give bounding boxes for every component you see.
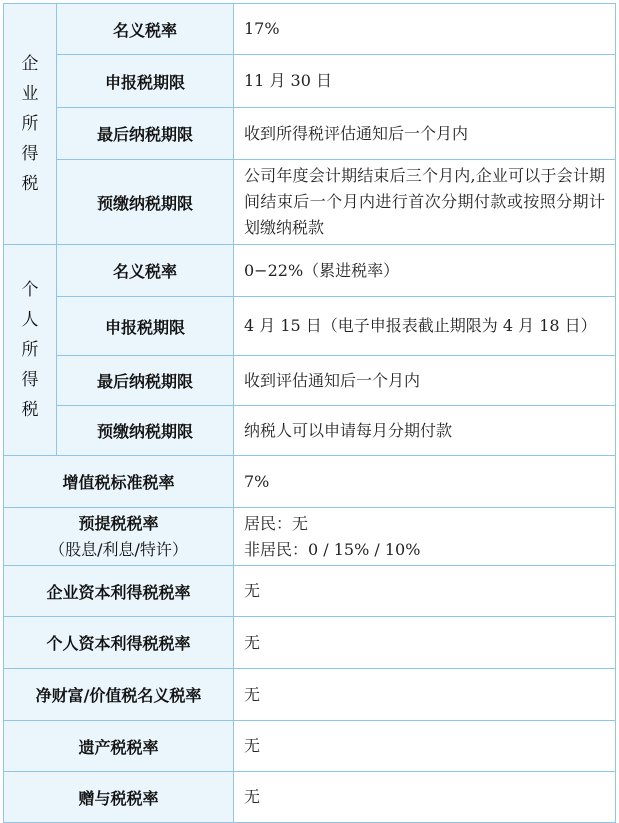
row-label-line: （股息/利息/特许） [49,539,188,559]
group-label-personal: 个人所得税 [4,245,57,456]
row-label-line: 预提税税率 [78,513,159,533]
row-label: 申报税期限 [57,55,234,108]
group-label-corporate: 企业所得税 [4,4,57,245]
table-row [4,456,616,508]
row-value: 收到所得税评估通知后一个月内 [234,108,616,160]
row-value: 无 [234,772,616,823]
row-label: 名义税率 [57,4,234,55]
table-row [4,160,616,245]
row-label: 最后纳税期限 [57,108,234,160]
row-label: 预缴纳税期限 [57,406,234,456]
row-label: 申报税期限 [57,297,234,356]
table-row [4,55,616,108]
table-row [4,406,616,456]
row-value: 11 月 30 日 [234,55,616,108]
row-label: 名义税率 [57,245,234,297]
row-label: 预缴纳税期限 [57,160,234,245]
table-row [4,356,616,406]
row-value: 7% [234,456,616,508]
row-value [234,508,616,566]
table-row [4,721,616,772]
row-value: 无 [234,721,616,772]
table-row [4,566,616,617]
row-value: 无 [234,617,616,669]
row-value-line: 居民：无 [244,513,309,533]
row-label: 赠与税税率 [4,772,234,823]
row-label [4,508,234,566]
table-row [4,617,616,669]
table-row [4,4,616,55]
row-label: 个人资本利得税税率 [4,617,234,669]
row-label: 增值税标准税率 [4,456,234,508]
row-value: 收到评估通知后一个月内 [234,356,616,406]
table-row [4,772,616,823]
table-row [4,108,616,160]
row-value-line: 非居民：0 / 15% / 10% [244,539,421,559]
row-value: 纳税人可以申请每月分期付款 [234,406,616,456]
row-label: 最后纳税期限 [57,356,234,406]
table-row [4,508,616,566]
row-label: 遗产税税率 [4,721,234,772]
row-label: 企业资本利得税税率 [4,566,234,617]
tax-table [3,3,616,823]
table-row [4,297,616,356]
row-value: 无 [234,566,616,617]
row-value: 4 月 15 日（电子申报表截止期限为 4 月 18 日） [234,297,616,356]
row-value: 无 [234,669,616,721]
row-value: 公司年度会计期结束后三个月内,企业可以于会计期间结束后一个月内进行首次分期付款或按照分期计划缴纳税款 [234,160,616,245]
row-value: 0−22%（累进税率） [234,245,616,297]
row-value: 17% [234,4,616,55]
table-row [4,245,616,297]
row-label: 净财富/价值税名义税率 [4,669,234,721]
table-row [4,669,616,721]
